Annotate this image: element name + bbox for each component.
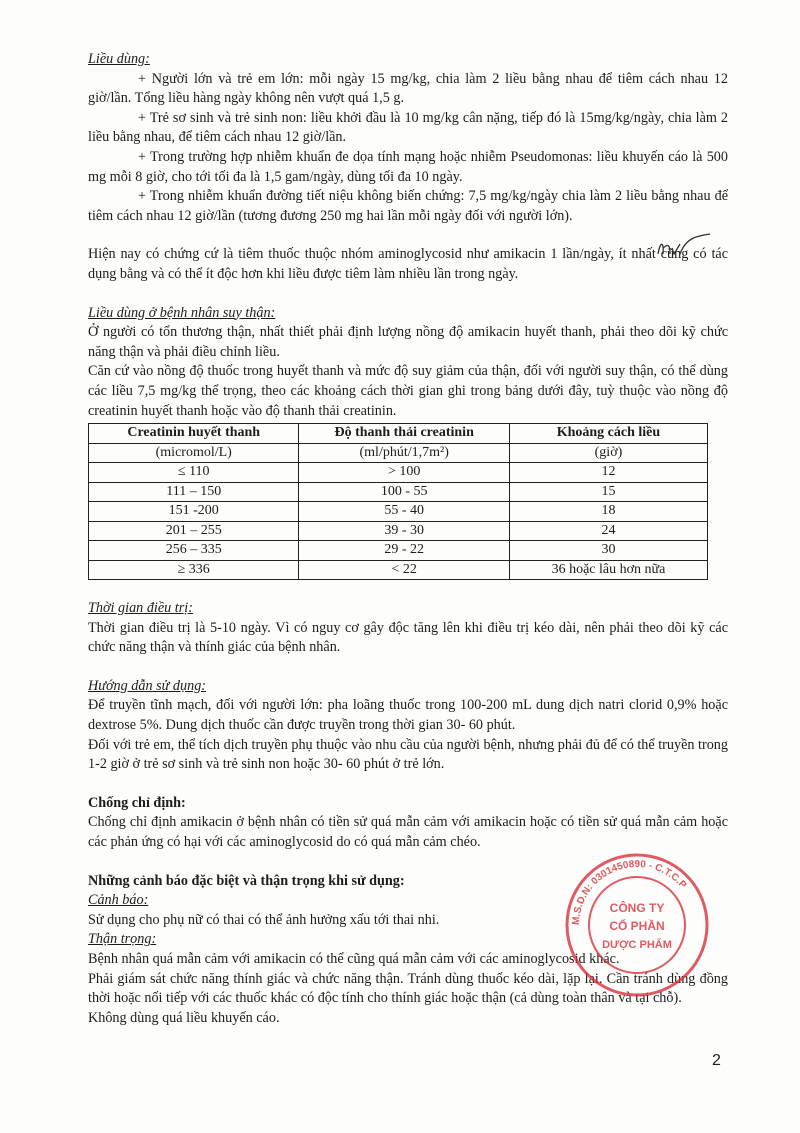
handwritten-initials-icon (650, 232, 720, 262)
page-number: 2 (712, 1052, 721, 1069)
table-row (89, 482, 708, 502)
warnings-heading: Những cảnh báo đặc biệt và thận trọng khi sử dụng: (88, 872, 405, 889)
caution-subheading: Thận trọng: (88, 931, 157, 948)
table-cell: 201 – 255 (89, 521, 299, 541)
table-cell: 39 - 30 (299, 521, 509, 541)
contraindication-text: Chống chỉ định amikacin ở bệnh nhân có tiền sử quá mẫn cảm với amikacin hoặc có tiền sử quá mẫn cảm hoặc các phản ứng có hại với các aminoglycosid do có quá mẫn cảm chéo. (88, 814, 728, 851)
dosage-item-urinary: + Trong nhiễm khuẩn đường tiết niệu không biến chứng: 7,5 mg/kg/ngày chia làm 2 liều bằng nhau để tiêm cách nhau 12 giờ/lần (tương đương 250 mg hai lần mỗi ngày đối với người lớn). (88, 188, 728, 224)
table-cell: 30 (509, 541, 707, 561)
table-row (89, 521, 708, 541)
table-row (89, 560, 708, 580)
table-cell: 111 – 150 (89, 482, 299, 502)
table-header-cell: Khoảng cách liều (509, 424, 707, 444)
renal-dose-table (88, 423, 708, 580)
caution-paragraph-2: Phải giám sát chức năng thính giác và chức năng thận. Tránh dùng thuốc kéo dài, lặp lại. Cần tránh dùng đồng thời hoặc nối tiếp với các thuốc khác có độc tính cho thính giác hoặc thận (cả dùng toàn thân và tại chỗ). (88, 970, 728, 1007)
svg-text:M.S.D.N: 0301450890 - C.T.C.P: M.S.D.N: 0301450890 - C.T.C.P (570, 858, 689, 926)
renal-paragraph-2: Căn cứ vào nồng độ thuốc trong huyết thanh và mức độ suy giảm của thận, đối với người suy thận, có thể dùng các liều 7,5 mg/kg thể trọng, theo các khoảng cách thời gian ghi trong bảng dưới đây, tuỳ thuộc vào nồng độ creatinin huyết thanh hoặc vào độ thanh thải creatinin. (88, 363, 728, 419)
duration-text: Thời gian điều trị là 5-10 ngày. Vì có nguy cơ gây độc tăng lên khi điều trị kéo dài, nên phải theo dõi kỹ các chức năng thận và thính giác của bệnh nhân. (88, 619, 728, 656)
table-cell: 100 - 55 (299, 482, 509, 502)
table-cell: ≤ 110 (89, 463, 299, 483)
dosage-item-newborn: + Trẻ sơ sinh và trẻ sinh non: liều khởi đầu là 10 mg/kg cân nặng, tiếp đó là 15mg/kg/ngày, chia làm 2 liều bằng nhau, để tiêm cách nhau 12 giờ/lần. (88, 109, 728, 146)
table-cell: 12 (509, 463, 707, 483)
table-header-row (89, 424, 708, 444)
table-unit-cell: (micromol/L) (89, 443, 299, 463)
table-cell: 55 - 40 (299, 502, 509, 522)
renal-paragraph-1: Ở người có tổn thương thận, nhất thiết phải định lượng nồng độ amikacin huyết thanh, phải theo dõi kỹ chức năng thận và phải điều chỉnh liều. (88, 324, 728, 360)
table-header-cell: Creatinin huyết thanh (89, 424, 299, 444)
usage-paragraph-2: Đối với trẻ em, thể tích dịch truyền phụ thuộc vào nhu cầu của người bệnh, nhưng phải đủ để có thể truyền trong 1-2 giờ ở trẻ sơ sinh và trẻ sinh non hoặc 30- 60 phút ở trẻ lớn. (88, 736, 728, 773)
table-cell: 15 (509, 482, 707, 502)
table-unit-cell: (ml/phút/1,7m²) (299, 443, 509, 463)
table-cell: < 22 (299, 560, 509, 580)
dosage-heading: Liều dùng: (88, 51, 150, 67)
usage-paragraph-1: Để truyền tĩnh mạch, đối với người lớn: pha loãng thuốc trong 100-200 mL dung dịch natri clorid 0,9% hoặc dextrose 5%. Dung dịch thuốc cần được truyền trong thời gian 30- 60 phút. (88, 697, 728, 734)
svg-text:DƯỢC PHẨM: DƯỢC PHẨM (602, 939, 672, 951)
table-cell: 256 – 335 (89, 541, 299, 561)
table-cell: > 100 (299, 463, 509, 483)
svg-text:CỔ PHẦN: CỔ PHẦN (609, 919, 665, 933)
warning-subheading: Cảnh báo: (88, 892, 149, 909)
table-row (89, 463, 708, 483)
table-row (89, 541, 708, 561)
dosage-item-adult: + Người lớn và trẻ em lớn: mỗi ngày 15 mg/kg, chia làm 2 liều bằng nhau để tiêm cách nhau 12 giờ/lần. Tổng liều hàng ngày không nên vượt quá 1,5 g. (88, 70, 728, 107)
table-cell: 29 - 22 (299, 541, 509, 561)
table-unit-cell: (giờ) (509, 443, 707, 463)
table-cell: 36 hoặc lâu hơn nữa (509, 560, 707, 580)
svg-text:CÔNG TY: CÔNG TY (609, 901, 665, 915)
table-units-row (89, 443, 708, 463)
dosage-evidence: Hiện nay có chứng cứ là tiêm thuốc thuộc nhóm aminoglycosid như amikacin 1 lần/ngày, ít nhất cũng có tác dụng bằng và có thể ít độc hơn khi liều được tiêm làm nhiều lần trong ngày. (88, 246, 728, 282)
table-cell: 18 (509, 502, 707, 522)
table-cell: 24 (509, 521, 707, 541)
caution-paragraph-1: Bệnh nhân quá mẫn cảm với amikacin có thể cũng quá mẫn cảm với các aminoglycosid khác. (88, 951, 620, 967)
warning-text: Sử dụng cho phụ nữ có thai có thể ảnh hưởng xấu tới thai nhi. (88, 911, 440, 928)
table-cell: 151 -200 (89, 502, 299, 522)
usage-heading: Hướng dẫn sử dụng: (88, 677, 207, 694)
table-header-cell: Độ thanh thải creatinin (299, 424, 509, 444)
renal-heading: Liều dùng ở bệnh nhân suy thận: (88, 304, 276, 321)
table-row (89, 502, 708, 522)
table-cell: ≥ 336 (89, 560, 299, 580)
contraindication-heading: Chống chỉ định: (88, 794, 186, 811)
caution-paragraph-3: Không dùng quá liều khuyến cáo. (88, 1009, 280, 1026)
company-seal-icon (562, 850, 712, 1000)
dosage-item-pseudomonas: + Trong trường hợp nhiễm khuẩn đe dọa tính mạng hoặc nhiễm Pseudomonas: liều khuyến cáo là 500 mg mỗi 8 giờ, cho tới tối đa là 1,5 gam/ngày, dùng tối đa 10 ngày. (88, 148, 728, 185)
duration-heading: Thời gian điều trị: (88, 600, 193, 617)
